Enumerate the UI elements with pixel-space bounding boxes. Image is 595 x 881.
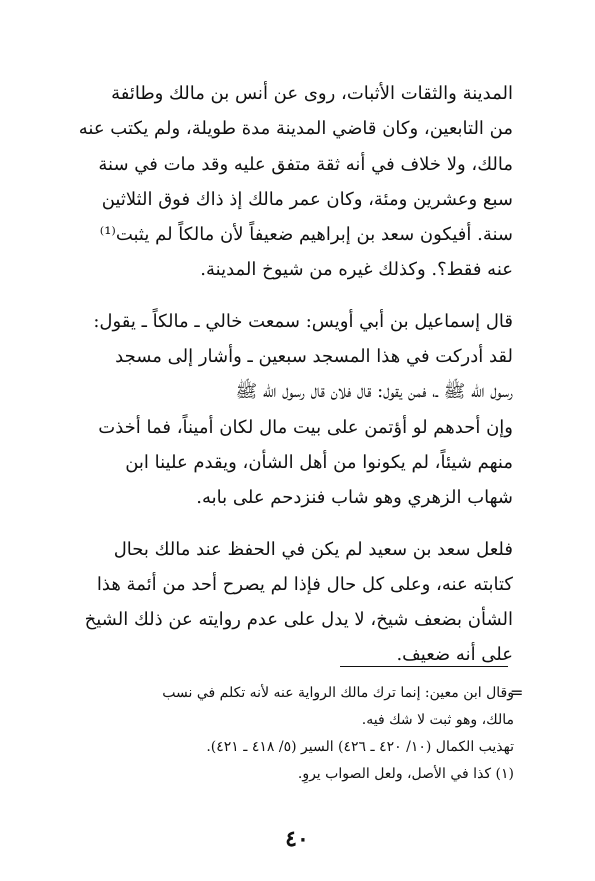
text-line: مالك، ولا خلاف في أنه ثقة متفق عليه وقد مات في سنة [98,153,513,175]
paragraph-spacer [70,288,513,304]
paragraph-spacer [70,516,513,532]
paragraph-2 [70,304,513,516]
footnote-line: مالك، وهو ثبت لا شك فيه. [361,712,514,728]
text-line: رسول الله ﷺ ـ، فمن يقول: قال فلان قال رسول الله ﷺ [235,381,513,403]
text-line: سنة. أفيكون سعد بن إبراهيم ضعيفاً لأن مالكاً لم يثبت⁽¹⁾ [99,224,513,246]
text-line: من التابعين، وكان قاضي المدينة مدة طويلة، ولم يكتب عنه [78,118,513,140]
text-line: فلعل سعد بن سعيد لم يكن في الحفظ عند مالك بحال [113,538,513,560]
text-line: المدينة والثقات الأثبات، روى عن أنس بن مالك وطائفة [111,83,513,104]
footnotes [70,680,514,788]
footnote-separator [340,666,508,667]
text-line: كتابته عنه، وعلى كل حال فإذا لم يصرح أحد من أئمة هذا [96,573,513,595]
footnote-continuation-marker: = [510,683,524,702]
text-line: منهم شيئاً، لم يكونوا من أهل الشأن، ويقدم علينا ابن [125,451,513,473]
text-line: وإن أحدهم لو أؤتمن على بيت مال لكان أميناً، فما أخذت [98,416,513,438]
text-line: قال إسماعيل بن أبي أويس: سمعت خالي ـ مالكاً ـ يقول: [93,310,513,332]
footnote-line: (١) كذا في الأصل، ولعل الصواب يروِ. [297,766,514,782]
paragraph-3 [70,532,513,673]
text-line: عنه فقط؟. وكذلك غيره من شيوخ المدينة. [200,259,513,281]
paragraph-1 [70,76,513,288]
page-number: ٤٠ [285,826,309,852]
footnote-line: تهذيب الكمال (١٠/ ٤٢٠ ـ ٤٢٦) السير (٥/ ٤١٨ ـ ٤٢١). [206,739,514,755]
text-line: سبع وعشرين ومئة، وكان عمر مالك إذ ذاك فوق الثلاثين [101,188,513,210]
text-line: على أنه ضعيف. [396,644,513,666]
text-line: لقد أدركت في هذا المسجد سبعين ـ وأشار إلى مسجد [115,346,513,368]
text-line: الشأن بضعف شيخ، لا يدل على عدم روايته عن ذلك الشيخ [84,609,513,631]
text-line: شهاب الزهري وهو شاب فنزدحم على بابه. [196,487,513,509]
main-text [70,76,513,673]
footnote-line: وقال ابن معين: إنما ترك مالك الرواية عنه لأنه تكلم في نسب [162,685,514,701]
